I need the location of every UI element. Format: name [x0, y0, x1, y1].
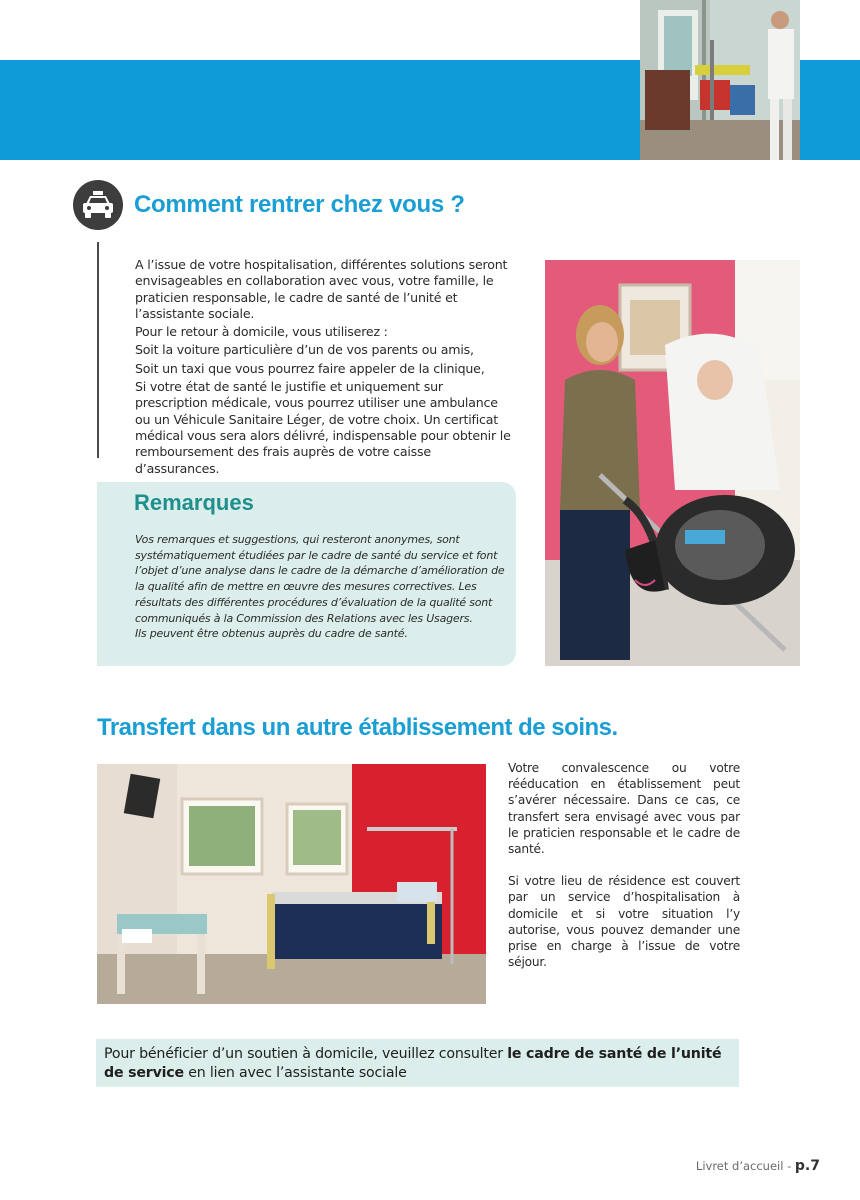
remarques-paragraph: Ils peuvent être obtenus auprès du cadre de santé. [135, 627, 408, 641]
paragraph: Votre convalescence ou votre rééducation en établissement peut s’avérer nécessaire. Dans ce cas, ce transfert sera envisagé avec vous par le praticien responsable et le cadre de santé. [508, 761, 740, 857]
paragraph: Soit un taxi que vous pourrez faire appeler de la clinique, [135, 360, 485, 376]
footer-note-emphasis: le cadre de santé de l’unité de service [104, 1046, 722, 1081]
footer-note-lead: Pour bénéficier d’un soutien à domicile, veuillez consulter [104, 1046, 508, 1062]
paragraph: Si votre état de santé le justifie et uniquement sur prescription médicale, vous pourrez utiliser une ambulance ou un Véhicule Sanitaire Léger, de votre choix. Un certificat médical vous sera alors délivré, indispensable pour obtenir le remboursement des frais auprès de votre caisse d’assurances. [135, 379, 511, 476]
stroller-photo [545, 260, 800, 666]
paragraph: Soit la voiture particulière d’un de vos parents ou amis, [135, 342, 474, 358]
footer-note-text [104, 1045, 734, 1083]
header-photo [640, 0, 800, 160]
hospital-room-photo [97, 764, 486, 1004]
remarques-paragraph: Vos remarques et suggestions, qui resteront anonymes, sont systématiquement étudiées par le cadre de santé du service et font l’objet d’une analyse dans le cadre de la démarche d’amélioration de la qualité afin de mettre en œuvre des mesures correctives. Les résultats des différentes procédures d’évaluation de la qualité sont communiqués à la Commission des Relations avec les Usagers. [135, 533, 505, 625]
paragraph: Pour le retour à domicile, vous utiliserez : [135, 324, 388, 340]
page-footer [696, 1158, 820, 1174]
taxi-icon [73, 180, 123, 230]
paragraph: A l’issue de votre hospitalisation, différentes solutions seront envisageables en collaboration avec vous, votre famille, le praticien responsable, le cadre de santé de l’unité et l’assistante sociale. [135, 257, 508, 321]
section1-body [135, 257, 515, 477]
corridor-nurse-illustration [640, 0, 800, 160]
section-divider-line [97, 242, 99, 458]
section-title-transfert: Transfert dans un autre établissement de soins. [97, 714, 618, 741]
page-label: Livret d’accueil - [695, 1159, 795, 1173]
footer-note-tail: en lien avec l’assistante sociale [183, 1065, 407, 1081]
paragraph: Si votre lieu de résidence est couvert par un service d’hospitalisation à domicile et si votre situation l’y autorise, vous pouvez demander une prise en charge à l’issue de votre séjour. [508, 874, 740, 970]
section-title-retour: Comment rentrer chez vous ? [134, 191, 465, 218]
remarques-text [135, 532, 515, 642]
page-number: p.7 [794, 1158, 820, 1174]
section2-body [508, 760, 740, 970]
remarques-title: Remarques [134, 490, 254, 515]
